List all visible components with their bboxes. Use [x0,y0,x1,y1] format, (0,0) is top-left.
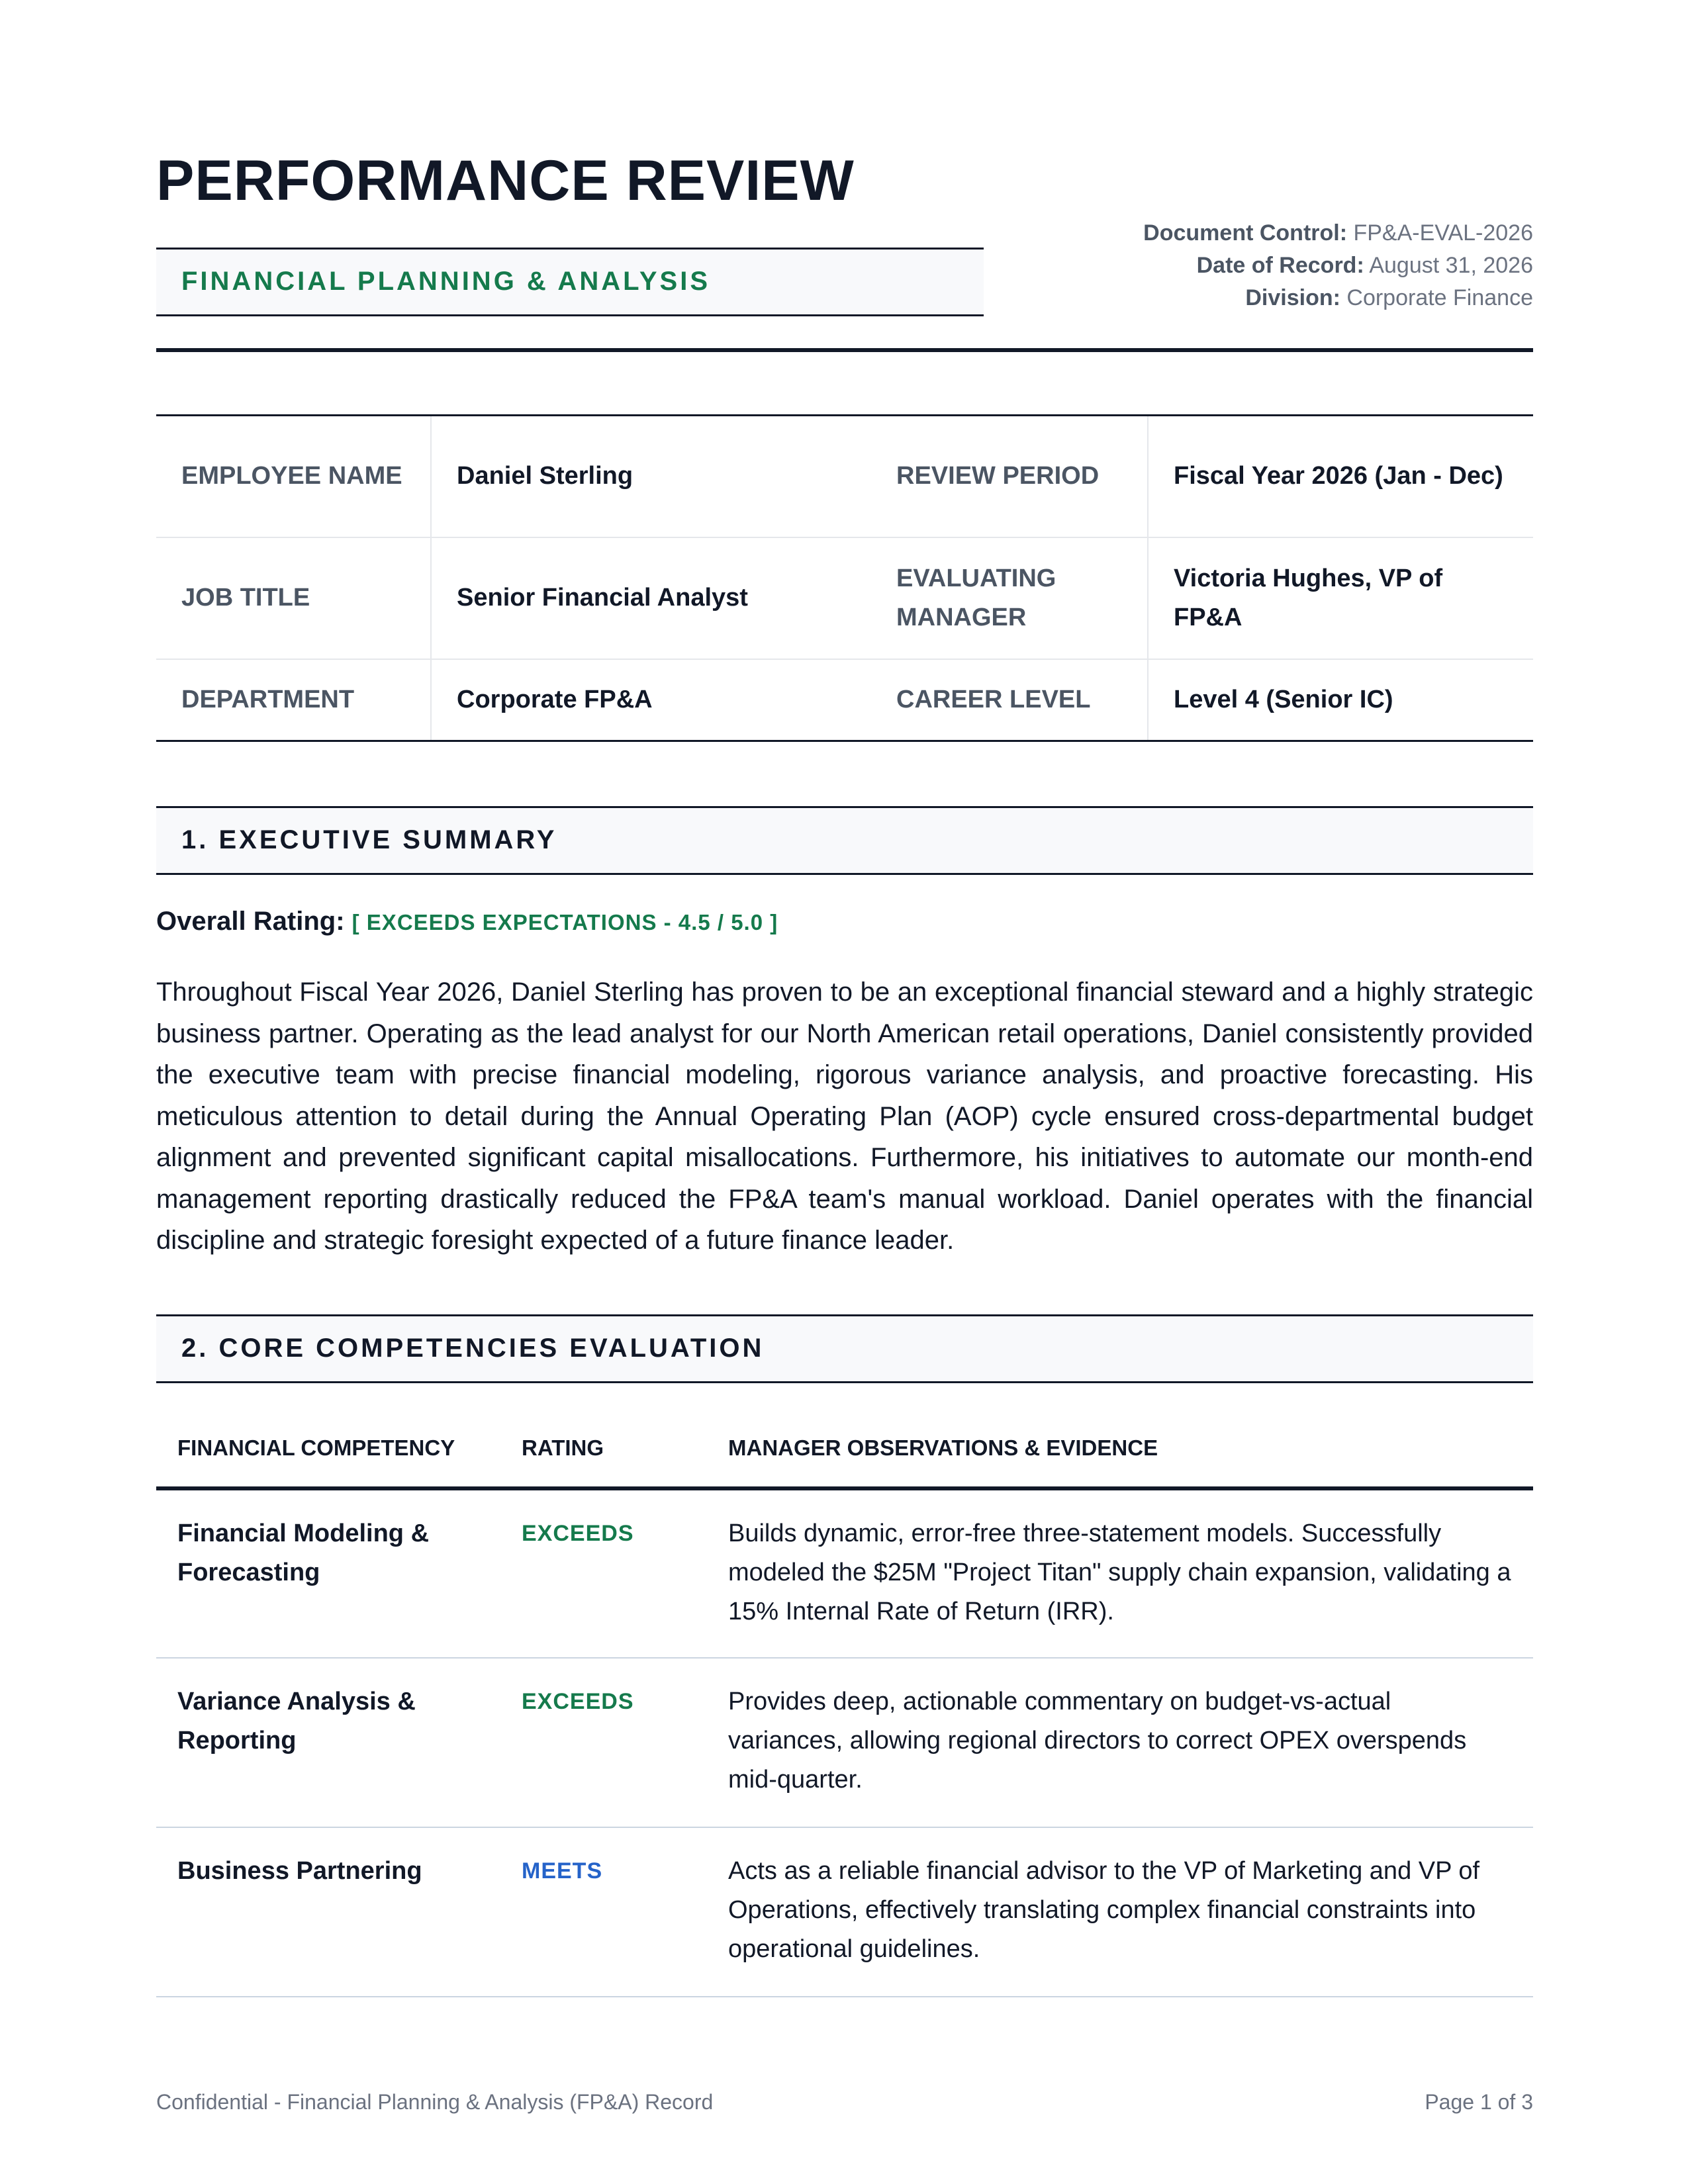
employee-name-value: Daniel Sterling [431,416,871,537]
review-period-value: Fiscal Year 2026 (Jan - Dec) [1148,416,1533,537]
document-title: PERFORMANCE REVIEW [156,149,855,212]
overall-rating-label: Overall Rating: [156,907,345,936]
career-level-label: CAREER LEVEL [896,685,1091,713]
subtitle-banner [156,248,984,316]
column-header-observations: MANAGER OBSERVATIONS & EVIDENCE [707,1410,1533,1488]
section-title: 1. EXECUTIVE SUMMARY [181,825,557,854]
competency-rating: EXCEEDS [500,1658,707,1827]
evaluating-manager-value: Victoria Hughes, VP of FP&A [1148,537,1533,659]
competency-name: Financial Modeling & Forecasting [156,1488,500,1658]
table-header-row [156,1410,1533,1488]
job-title-label: JOB TITLE [156,537,431,659]
executive-summary-text: Throughout Fiscal Year 2026, Daniel Sterling has proven to be an exceptional financial steward and a highly strategic business partner. Operating as the lead analyst for our North American retail operations, Daniel consistently provided the executive team with precise financial modeling, rigorous variance analysis, and proactive forecasting. His meticulous attention to detail during the Annual Operating Plan (AOP) cycle ensured cross-departmental budget alignment and prevented significant capital misallocations. Furthermore, his initiatives to automate our month-end management reporting drastically reduced the FP&A team's manual workload. Daniel operates with the financial discipline and strategic foresight expected of a future finance leader. [156,978,1533,1255]
column-header-competency: FINANCIAL COMPETENCY [156,1410,500,1488]
info-row [156,416,1533,537]
review-period-label: REVIEW PERIOD [871,416,1148,537]
table-row [156,1658,1533,1827]
footer-confidential: Confidential - Financial Planning & Analysis (FP&A) Record [156,2090,714,2114]
department-value: Corporate FP&A [431,659,871,741]
info-row [156,537,1533,659]
header-divider [156,348,1533,352]
page-number: Page 1 of 3 [1425,2090,1533,2114]
department-subtitle: FINANCIAL PLANNING & ANALYSIS [181,267,711,296]
executive-summary-heading [156,806,1533,875]
competency-rating: MEETS [500,1827,707,1997]
competency-observation: Acts as a reliable financial advisor to the VP of Marketing and VP of Operations, effectively translating complex financial constraints into operational guidelines. [707,1827,1533,1997]
employee-name-label: EMPLOYEE NAME [156,416,431,537]
competency-observation: Provides deep, actionable commentary on budget-vs-actual variances, allowing regional directors to correct OPEX overspends mid-quarter. [707,1658,1533,1827]
document-meta [1143,217,1533,314]
competency-rating: EXCEEDS [500,1488,707,1658]
competency-name: Business Partnering [156,1827,500,1997]
competency-name: Variance Analysis & Reporting [156,1658,500,1827]
competencies-table [156,1410,1533,1997]
evaluating-manager-label: EVALUATING MANAGER [871,537,1148,659]
table-row [156,1827,1533,1997]
core-competencies-heading [156,1314,1533,1383]
meta-date-of-record: Date of Record: August 31, 2026 [1196,253,1533,278]
overall-rating [156,907,778,936]
department-label: DEPARTMENT [181,685,355,713]
table-row [156,1488,1533,1658]
employee-info-table [156,414,1533,742]
competency-observation: Builds dynamic, error-free three-statement models. Successfully modeled the $25M "Project Titan" supply chain expansion, validating a 15% Internal Rate of Return (IRR). [707,1488,1533,1658]
meta-document-control: Document Control: FP&A-EVAL-2026 [1143,220,1533,246]
column-header-rating: RATING [500,1410,707,1488]
meta-division: Division: Corporate Finance [1245,285,1533,310]
job-title-value: Senior Financial Analyst [431,537,871,659]
info-row [156,659,1533,741]
overall-rating-value: [ EXCEEDS EXPECTATIONS - 4.5 / 5.0 ] [352,910,778,934]
career-level-value: Level 4 (Senior IC) [1148,659,1533,741]
document-page [156,0,1533,2184]
section-title: 2. CORE COMPETENCIES EVALUATION [181,1334,765,1363]
